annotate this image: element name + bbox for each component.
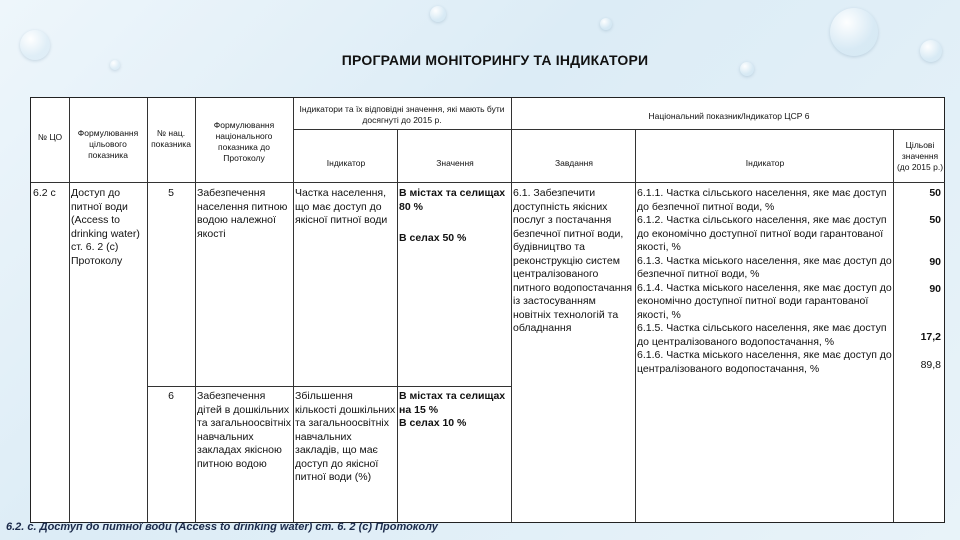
header-target-values: Цільові значення (до 2015 р.) bbox=[896, 140, 944, 172]
target-value: 89,8 bbox=[920, 359, 941, 371]
footer-caption: 6.2. с. Доступ до питної води (Access to drinking water) ст. 6. 2 (с) Протоколу bbox=[6, 521, 438, 533]
value-cities-5: В містах та селищах 80 % bbox=[399, 187, 506, 213]
water-drop-decoration bbox=[600, 18, 612, 30]
column-divider bbox=[147, 98, 148, 522]
row-divider bbox=[293, 129, 945, 130]
monitoring-table bbox=[30, 97, 945, 523]
nat-formulation-6: Забезпечення дітей в дошкільних та загальноосвітніх навчальних закладах якісною питною водою bbox=[197, 390, 291, 470]
target-value: 90 bbox=[929, 256, 941, 268]
water-drop-decoration bbox=[830, 8, 878, 56]
header-indicator-national: Індикатор bbox=[745, 158, 785, 168]
header-task: Завдання bbox=[555, 158, 593, 168]
column-divider bbox=[195, 98, 196, 522]
header-co-number: № ЦО bbox=[37, 132, 63, 142]
header-value: Значення bbox=[436, 158, 474, 168]
header-indicator: Індикатор bbox=[326, 158, 366, 168]
task-description: 6.1. Забезпечити доступність якісних послуг з постачання безпечної питної води, будівництво та реконструкцію систем централізованого питного водопостачання із застосуванням новітніх технологій та обладнання bbox=[513, 187, 633, 334]
target-value: 50 bbox=[929, 214, 941, 226]
column-divider bbox=[69, 98, 70, 522]
nat-number-6: 6 bbox=[168, 390, 174, 402]
nat-formulation-5: Забезпечення населення питною водою належної якості bbox=[197, 187, 288, 240]
page-title: ПРОГРАМИ МОНІТОРИНГУ ТА ІНДИКАТОРИ bbox=[341, 52, 649, 68]
header-national-group: Національний показник/Індикатор ЦСР 6 bbox=[648, 111, 810, 121]
column-divider bbox=[635, 129, 636, 522]
indicator-item: 6.1.3. Частка міського населення, яке має доступ до безпечної питної води, % bbox=[637, 254, 892, 280]
target-value: 50 bbox=[929, 187, 941, 199]
row-divider bbox=[147, 386, 511, 387]
column-divider bbox=[397, 129, 398, 522]
header-nat-formulation: Формулювання національного показника до Протоколу bbox=[213, 120, 275, 163]
value-villages-6: В селах 10 % bbox=[399, 417, 467, 429]
header-indicators-group: Індикатори та їх відповідні значення, які мають бути досягнуті до 2015 р. bbox=[299, 104, 505, 125]
header-target: Формулювання цільового показника bbox=[77, 128, 139, 160]
co-number: 6.2 с bbox=[33, 187, 56, 199]
indicator-item: 6.1.4. Частка міського населення, яке має доступ до економічно доступної питної води гарантованої якості, % bbox=[637, 281, 892, 321]
column-divider bbox=[511, 98, 512, 522]
target-value: 17,2 bbox=[920, 331, 941, 343]
header-nat-number: № нац. показника bbox=[151, 128, 191, 149]
target-value: 90 bbox=[929, 283, 941, 295]
indicator-item: 6.1.1. Частка сільського населення, яке має доступ до безпечної питної води, % bbox=[637, 187, 887, 213]
indicator-item: 6.1.6. Частка міського населення, яке має доступ до централізованого водопостачання, % bbox=[637, 349, 892, 375]
indicator-6: Збільшення кількості дошкільних та загальноосвітніх навчальних закладів, що має доступ до якісної питної води (%) bbox=[295, 390, 396, 483]
indicator-item: 6.1.2. Частка сільського населення, яке має доступ до економічно доступної питної води гарантованої якості, % bbox=[637, 214, 887, 253]
indicator-5: Частка населення, що має доступ до якісної питної води bbox=[295, 187, 388, 226]
water-drop-decoration bbox=[430, 6, 446, 22]
national-indicator-list bbox=[637, 187, 893, 376]
nat-number-5: 5 bbox=[168, 187, 174, 199]
value-cities-6: В містах та селищах на 15 % bbox=[399, 390, 506, 416]
column-divider bbox=[293, 98, 294, 522]
indicator-item: 6.1.5. Частка сільського населення, яке має доступ до централізованого водопостачання, % bbox=[637, 322, 887, 348]
value-villages-5: В селах 50 % bbox=[399, 232, 467, 244]
column-divider bbox=[893, 129, 894, 522]
row-divider bbox=[31, 182, 945, 183]
target-formulation: Доступ до питної води (Access to drinking water) ст. 6. 2 (с) Протоколу bbox=[71, 187, 140, 267]
